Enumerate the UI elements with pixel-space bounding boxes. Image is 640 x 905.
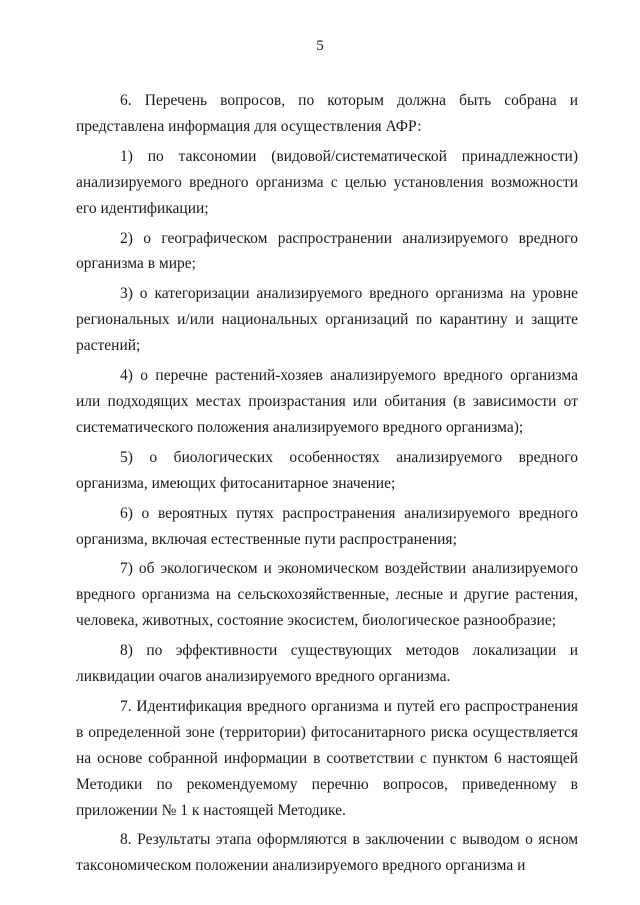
paragraph-6-intro: 6. Перечень вопросов, по которым должна быть собрана и представлена информация для осуществления АФР:	[76, 92, 578, 135]
paragraph-8: 8. Результаты этапа оформляются в заключении с выводом о ясном таксономическом положении анализируемого вредного организма и	[76, 831, 578, 875]
list-item-2: 2) о географическом распространении анализируемого вредного организма в мире;	[76, 229, 578, 273]
document-body	[76, 88, 578, 879]
list-item-6: 6) о вероятных путях распространения анализируемого вредного организма, включая естественные пути распространения;	[76, 504, 578, 548]
list-item-1: 1) по таксономии (видовой/систематической принадлежности) анализируемого вредного организма с целью установления возможности его идентификации;	[76, 147, 578, 217]
list-item-5: 5) о биологических особенностях анализируемого вредного организма, имеющих фитосанитарное значение;	[76, 448, 578, 492]
paragraph-7: 7. Идентификация вредного организма и путей его распространения в определенной зоне (территории) фитосанитарного риска осуществляется на основе собранной информации в соответствии с пунктом 6 настоящей Методики по рекомендуемому перечню вопросов, приведенному в приложении № 1 к настоящей Методике.	[76, 697, 578, 819]
list-item-3: 3) о категоризации анализируемого вредного организма на уровне региональных и/или национальных организаций по карантину и защите растений;	[76, 285, 578, 355]
list-item-8: 8) по эффективности существующих методов локализации и ликвидации очагов анализируемого вредного организма.	[76, 642, 578, 686]
list-item-4: 4) о перечне растений-хозяев анализируемого вредного организма или подходящих местах произрастания или обитания (в зависимости от систематического положения анализируемого вредного организма);	[76, 367, 578, 436]
list-item-7: 7) об экологическом и экономическом воздействии анализируемого вредного организма на сельскохозяйственные, лесные и другие растения, человека, животных, состояние экосистем, биологическое разнообразие;	[76, 560, 578, 630]
page-number: 5	[316, 38, 324, 54]
